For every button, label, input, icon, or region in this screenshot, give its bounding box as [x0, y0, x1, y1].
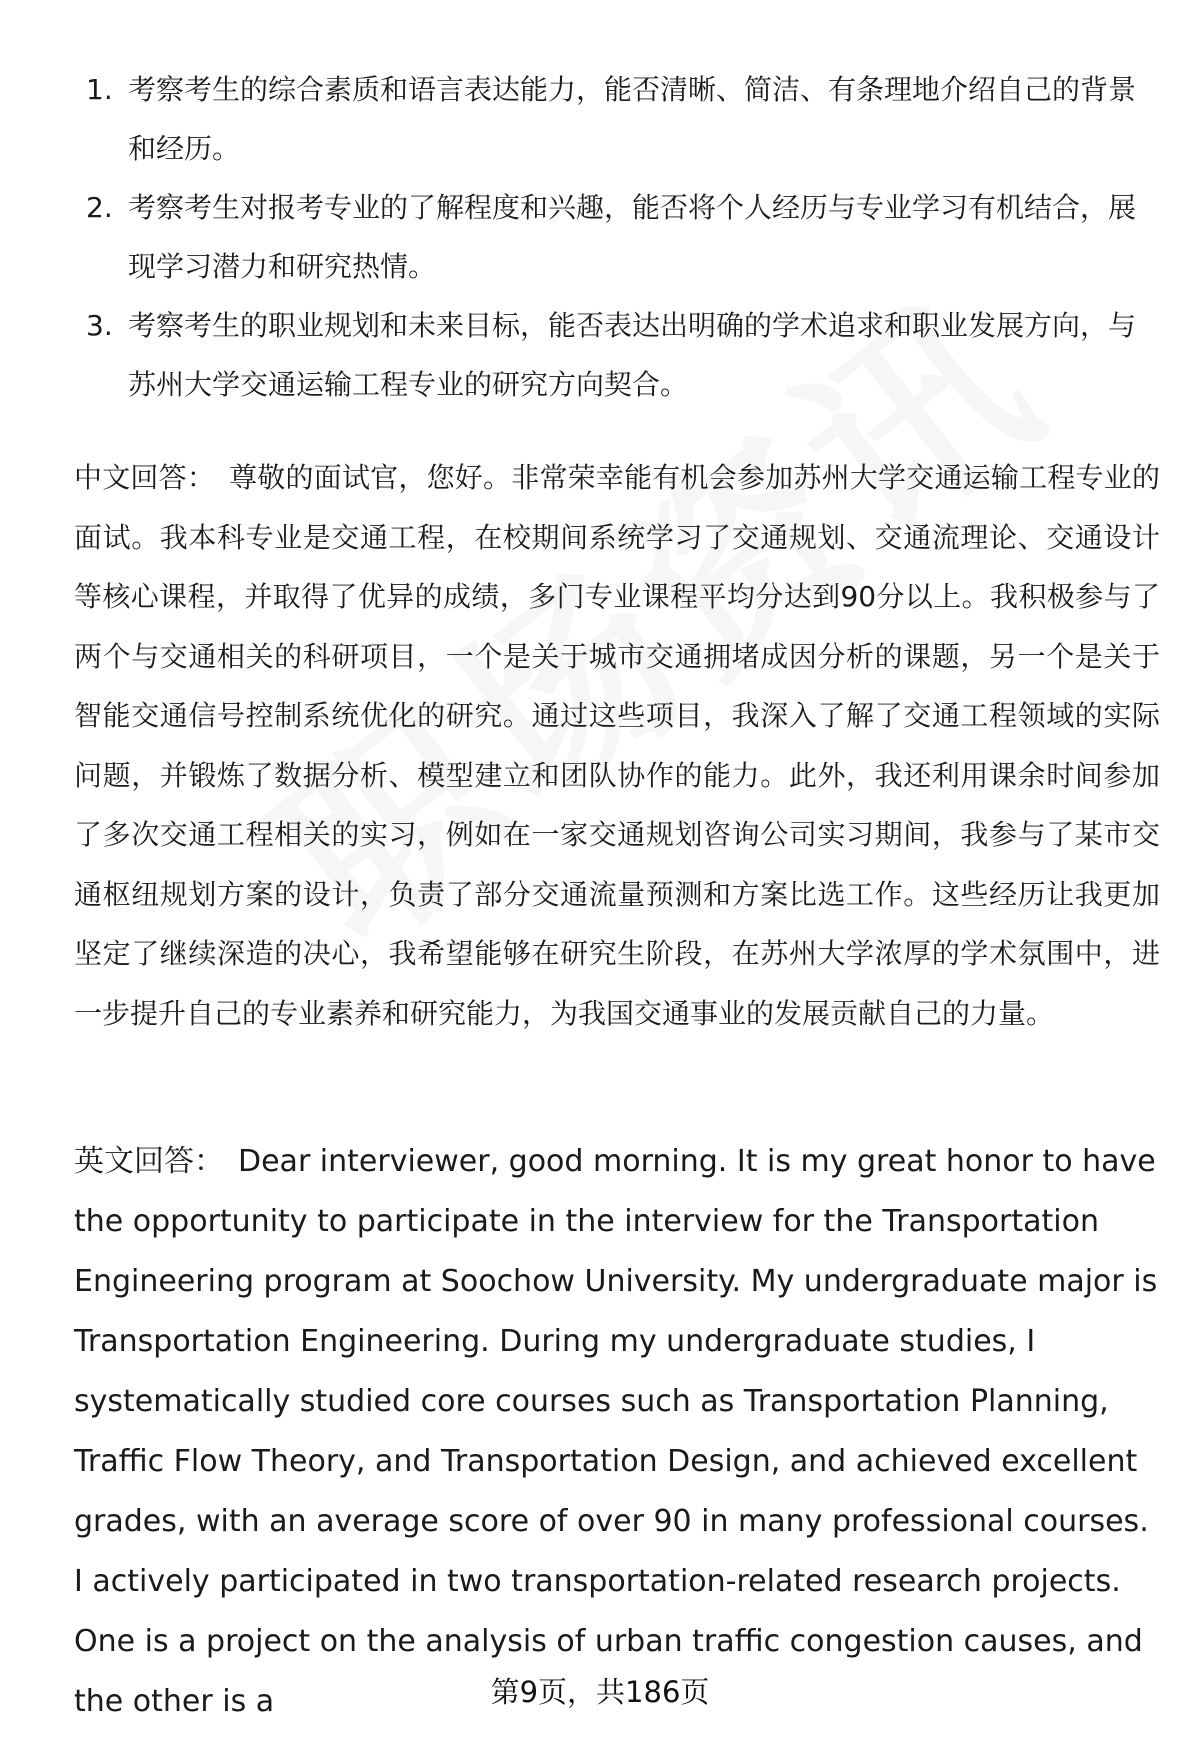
english-answer-text: Dear interviewer, good morning. It is my great honor to have the opportunity to participate in the interview for the Transportation Engineering program at Soochow University. My undergraduate major is Transportation Engineering. During my undergraduate studies, I systematically studied core courses such as Transportation Planning, Traffic Flow Theory, and Transportation Design, and achieved excellent grades, with an average score of over 90 in many professional courses. I actively participated in two transportation-related research projects. One is a project on the analysis of urban traffic congestion causes, and the other is a — [74, 1144, 1158, 1719]
list-item-number: 3. — [86, 309, 113, 342]
list-item-text: 考察考生对报考专业的了解程度和兴趣，能否将个人经历与专业学习有机结合，展现学习潜力和研究热情。 — [128, 191, 1137, 283]
chinese-answer-label: 中文回答： — [74, 461, 216, 494]
list-item-number: 2. — [86, 191, 113, 224]
list-item — [0, 296, 1200, 414]
criteria-list — [0, 60, 1200, 414]
page-number: 第9页，共186页 — [490, 1675, 710, 1709]
chinese-answer-text: 尊敬的面试官，您好。非常荣幸能有机会参加苏州大学交通运输工程专业的面试。我本科专业是交通工程，在校期间系统学习了交通规划、交通流理论、交通设计等核心课程，并取得了优异的成绩，多门专业课程平均分达到90分以上。我积极参与了两个与交通相关的科研项目，一个是关于城市交通拥堵成因分析的课题，另一个是关于智能交通信号控制系统优化的研究。通过这些项目，我深入了解了交通工程领域的实际问题，并锻炼了数据分析、模型建立和团队协作的能力。此外，我还利用课余时间参加了多次交通工程相关的实习，例如在一家交通规划咨询公司实习期间，我参与了某市交通枢纽规划方案的设计，负责了部分交通流量预测和方案比选工作。这些经历让我更加坚定了继续深造的决心，我希望能够在研究生阶段，在苏州大学浓厚的学术氛围中，进一步提升自己的专业素养和研究能力，为我国交通事业的发展贡献自己的力量。 — [74, 461, 1160, 1030]
chinese-answer — [74, 448, 1160, 1043]
page-footer — [0, 1672, 1200, 1712]
list-item-number: 1. — [86, 73, 113, 106]
english-answer — [74, 1132, 1160, 1732]
list-item-text: 考察考生的职业规划和未来目标，能否表达出明确的学术追求和职业发展方向，与苏州大学交通运输工程专业的研究方向契合。 — [128, 309, 1137, 401]
english-answer-label: 英文回答： — [74, 1144, 224, 1179]
list-item-text: 考察考生的综合素质和语言表达能力，能否清晰、简洁、有条理地介绍自己的背景和经历。 — [128, 73, 1137, 165]
list-item — [0, 178, 1200, 296]
list-item — [0, 60, 1200, 178]
